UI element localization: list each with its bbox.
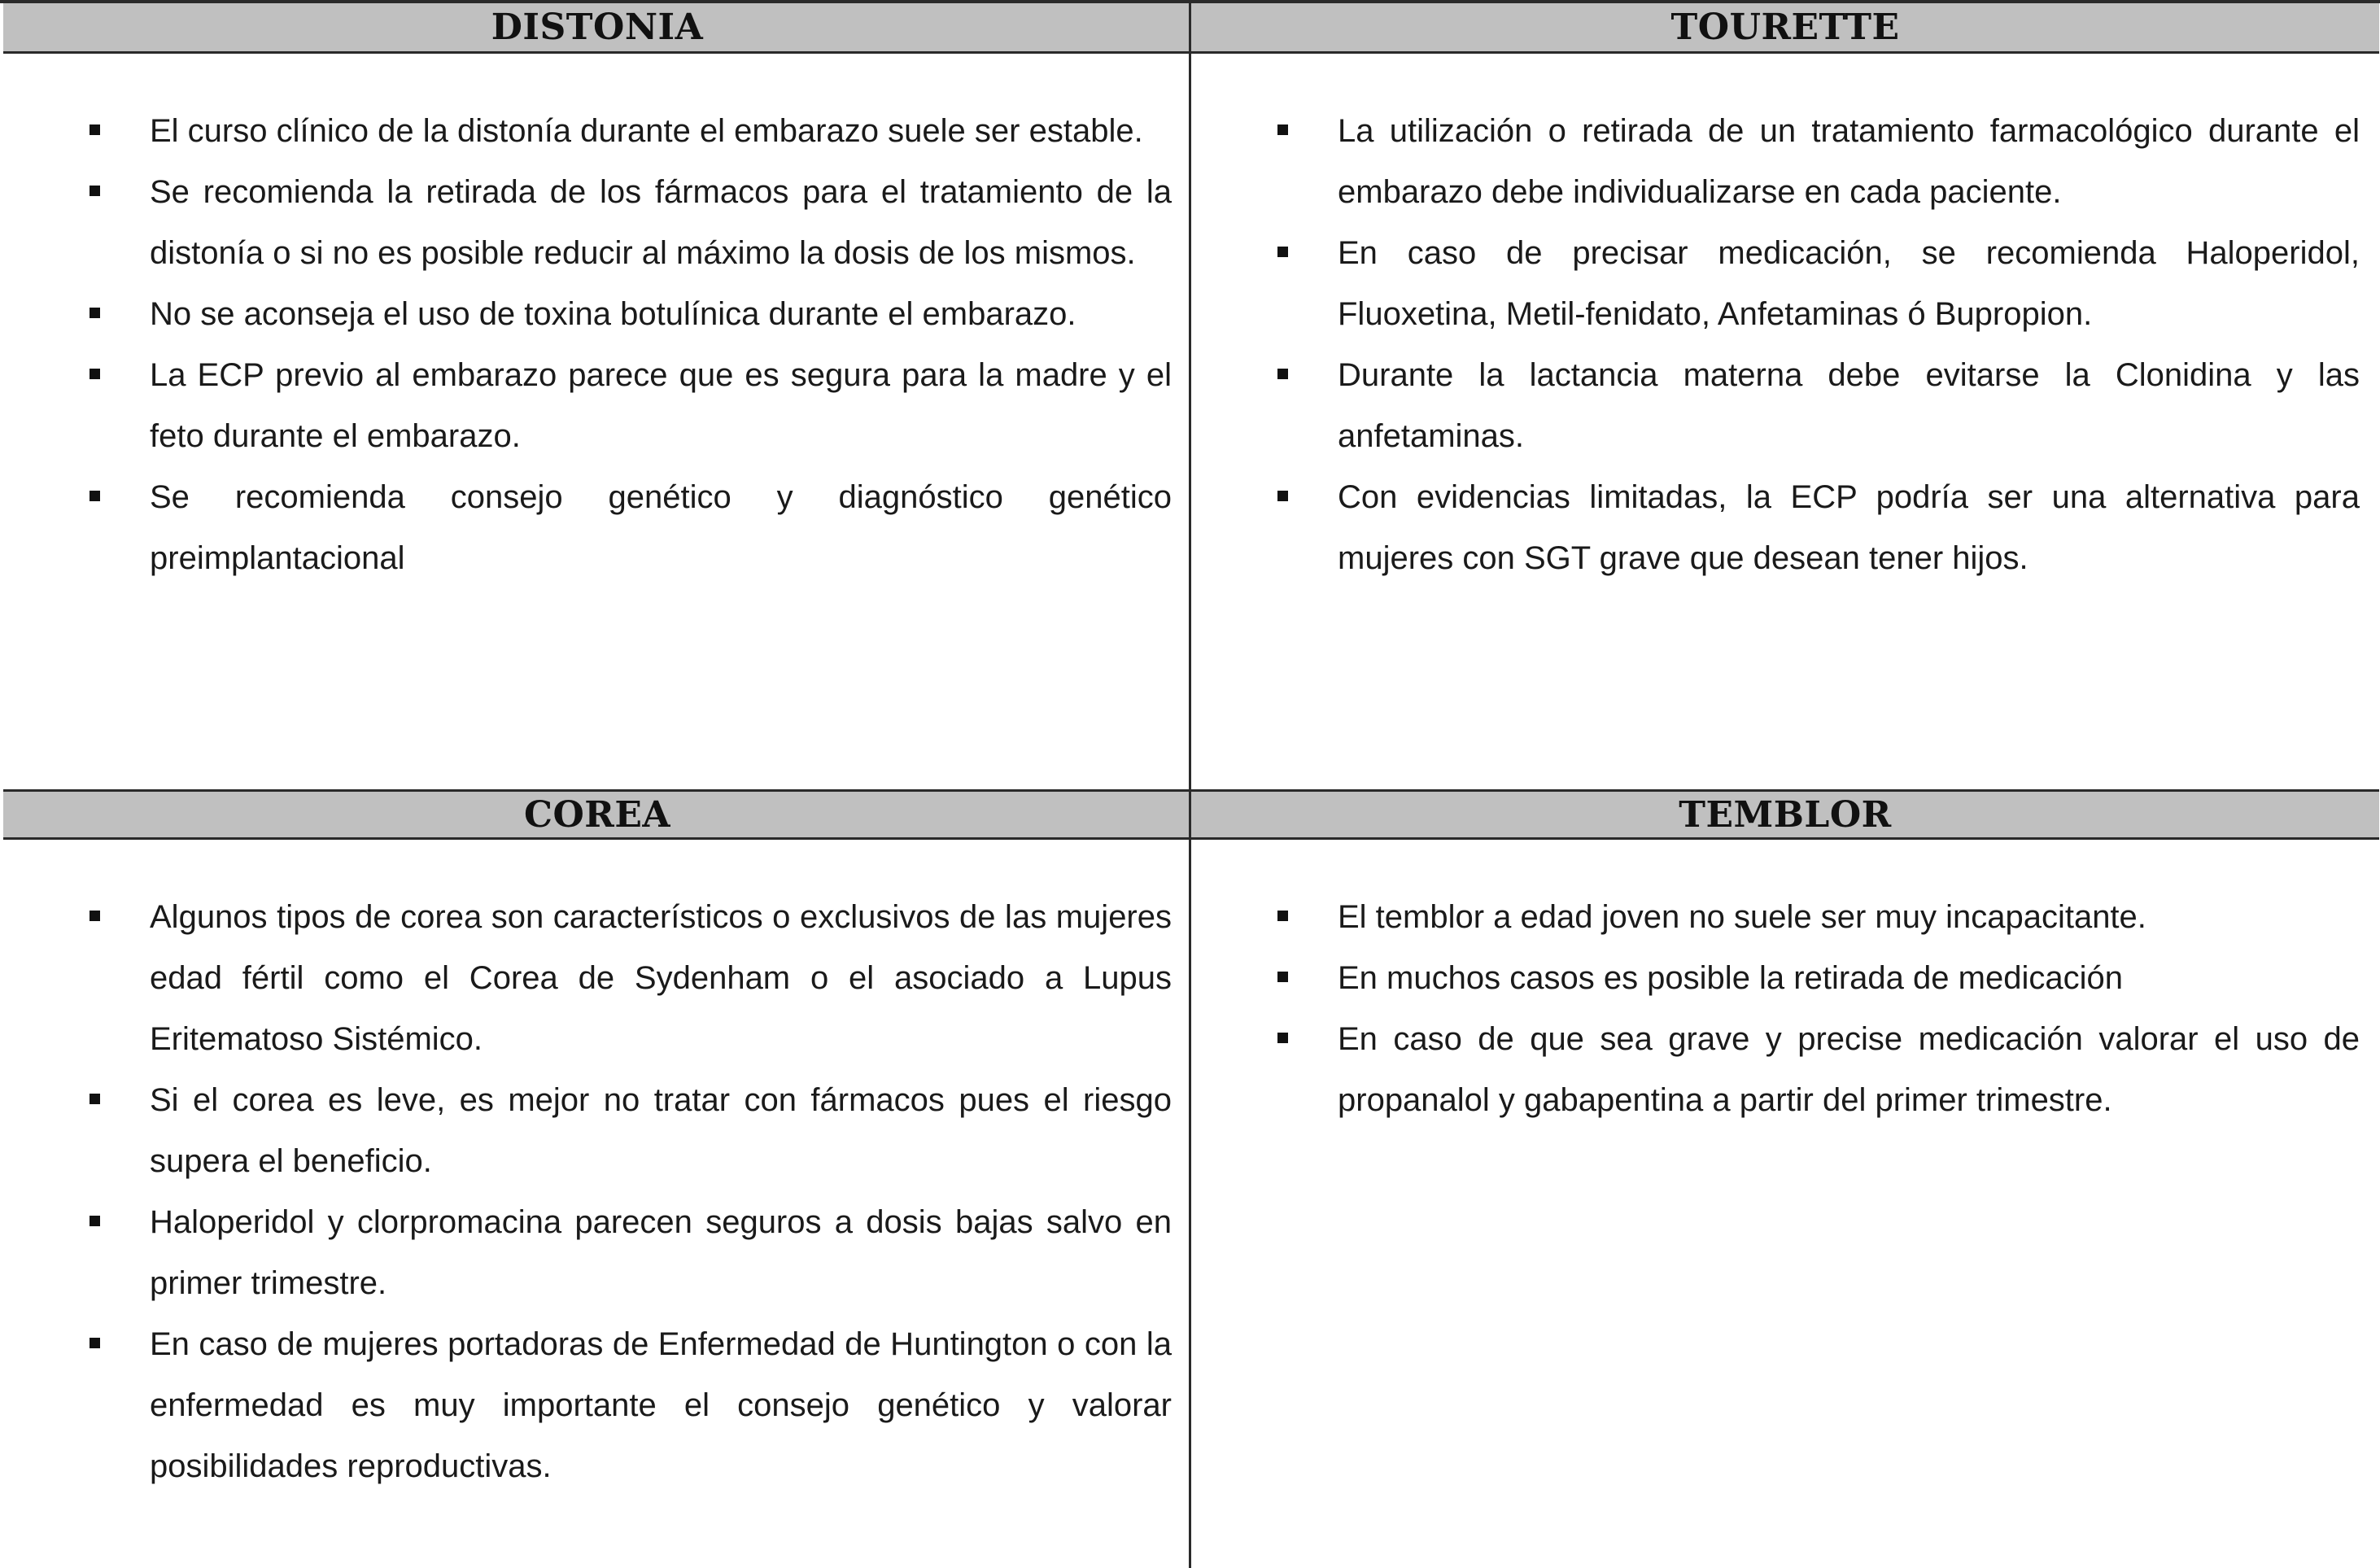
list-item (3, 1314, 1191, 1497)
list-item-text: Si el corea es leve, es mejor no tratar con fármacos pues el riesgo supera el beneficio. (150, 1082, 1172, 1179)
square-bullet-icon (1277, 491, 1288, 501)
square-bullet-icon (90, 186, 100, 196)
list-item (3, 887, 1191, 1070)
list-item-text: En caso de mujeres portadoras de Enfermedad de Huntington o con la enfermedad es muy importante el consejo genético y valorar posibilidades reproductivas. (150, 1326, 1172, 1484)
corea-list (3, 887, 1191, 1497)
list-item (3, 284, 1191, 345)
list-item-text: Algunos tipos de corea son característicos o exclusivos de las mujeres edad fértil como el Corea de Sydenham o el asociado a Lupus Eritematoso Sistémico. (150, 899, 1172, 1057)
list-item-text: Con evidencias limitadas, la ECP podría ser una alternativa para mujeres con SGT grave que desean tener hijos. (1338, 479, 2360, 576)
distonia-list (3, 101, 1191, 589)
list-item-text: El temblor a edad joven no suele ser muy incapacitante. (1338, 899, 2146, 935)
temblor-panel (1191, 789, 2379, 1568)
square-bullet-icon (90, 1338, 100, 1348)
list-item (1191, 948, 2379, 1009)
distonia-header: DISTONIA (3, 3, 1191, 54)
square-bullet-icon (90, 369, 100, 379)
square-bullet-icon (90, 911, 100, 921)
list-item-text: Durante la lactancia materna debe evitarse la Clonidina y las anfetaminas. (1338, 357, 2360, 454)
square-bullet-icon (1277, 124, 1288, 135)
tourette-list (1191, 101, 2379, 589)
square-bullet-icon (90, 1094, 100, 1104)
square-bullet-icon (1277, 1033, 1288, 1043)
list-item (1191, 101, 2379, 223)
corea-header: COREA (3, 789, 1191, 840)
list-item (1191, 345, 2379, 467)
square-bullet-icon (90, 491, 100, 501)
list-item-text: Haloperidol y clorpromacina parecen seguros a dosis bajas salvo en primer trimestre. (150, 1204, 1172, 1301)
square-bullet-icon (90, 124, 100, 135)
list-item (3, 101, 1191, 162)
list-item-text: En caso de que sea grave y precise medicación valorar el uso de propanalol y gabapentina a partir del primer trimestre. (1338, 1021, 2360, 1118)
square-bullet-icon (90, 308, 100, 318)
square-bullet-icon (1277, 972, 1288, 982)
list-item-text: El curso clínico de la distonía durante el embarazo suele ser estable. (150, 113, 1143, 149)
list-item (1191, 887, 2379, 948)
list-item (1191, 1009, 2379, 1131)
temblor-list (1191, 887, 2379, 1131)
square-bullet-icon (90, 1216, 100, 1226)
tourette-header: TOURETTE (1191, 3, 2379, 54)
list-item-text: La utilización o retirada de un tratamiento farmacológico durante el embarazo debe individualizarse en cada paciente. (1338, 113, 2360, 210)
list-item (1191, 223, 2379, 345)
list-item (3, 345, 1191, 467)
list-item (3, 1192, 1191, 1314)
list-item-text: En caso de precisar medicación, se recomienda Haloperidol, Fluoxetina, Metil-fenidato, Anfetaminas ó Bupropion. (1338, 235, 2360, 332)
list-item-text: Se recomienda la retirada de los fármacos para el tratamiento de la distonía o si no es posible reducir al máximo la dosis de los mismos. (150, 174, 1172, 271)
list-item (1191, 467, 2379, 589)
square-bullet-icon (1277, 369, 1288, 379)
list-item-text: No se aconseja el uso de toxina botulínica durante el embarazo. (150, 296, 1076, 332)
square-bullet-icon (1277, 911, 1288, 921)
list-item (3, 1070, 1191, 1192)
temblor-header: TEMBLOR (1191, 789, 2379, 840)
distonia-panel (3, 3, 1191, 789)
list-item-text: En muchos casos es posible la retirada de medicación (1338, 960, 2123, 996)
list-item (3, 162, 1191, 284)
list-item (3, 467, 1191, 589)
tourette-panel (1191, 3, 2379, 789)
list-item-text: Se recomienda consejo genético y diagnóstico genético preimplantacional (150, 479, 1172, 576)
corea-panel (3, 789, 1191, 1568)
column-divider (1189, 3, 1191, 1568)
square-bullet-icon (1277, 247, 1288, 257)
list-item-text: La ECP previo al embarazo parece que es segura para la madre y el feto durante el embarazo. (150, 357, 1172, 454)
